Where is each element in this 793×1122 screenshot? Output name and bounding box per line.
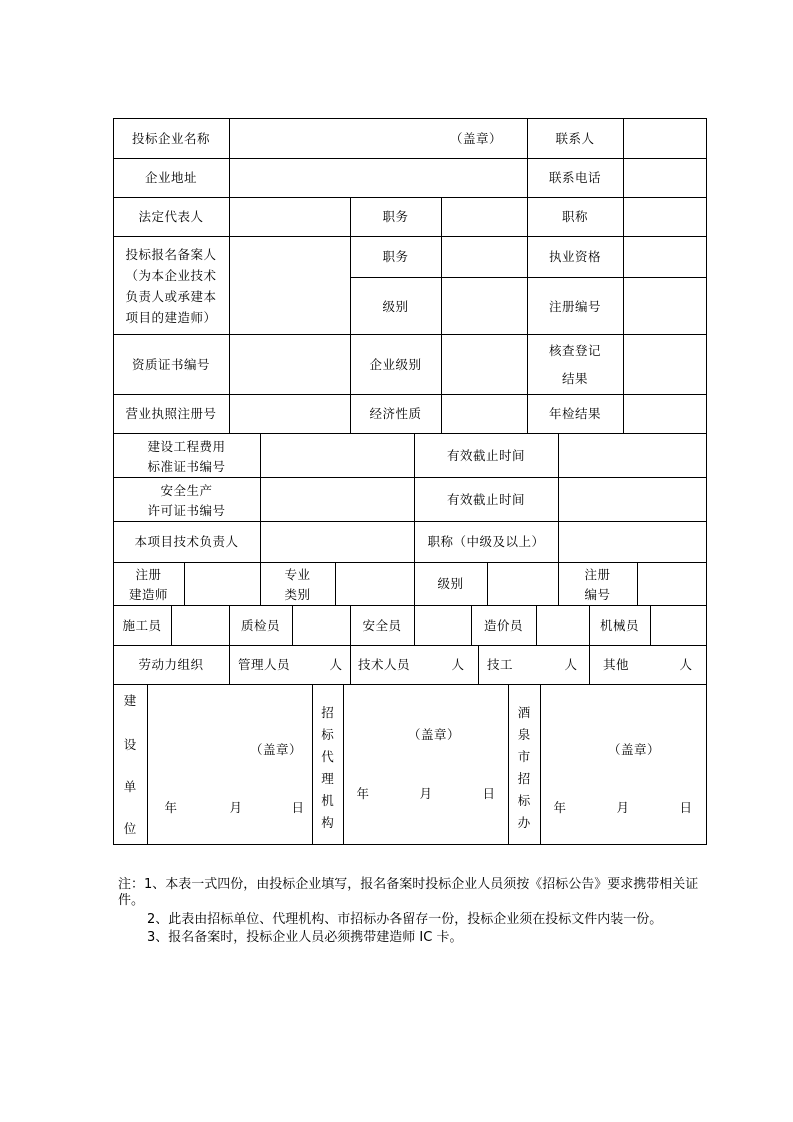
contact-person-field[interactable] xyxy=(624,119,706,158)
owner-char: 单 xyxy=(123,779,137,794)
company-level-field[interactable] xyxy=(442,335,527,394)
fee-valid-until-label: 有效截止时间 xyxy=(446,448,525,463)
quality-label: 质检员 xyxy=(240,618,280,633)
registrant-label-3: 负责人或承建本 xyxy=(125,289,217,304)
legal-rep-label: 法定代表人 xyxy=(138,209,204,224)
office-seal-note: （盖章） xyxy=(607,742,660,757)
fee-cert-field[interactable] xyxy=(261,434,414,477)
constructor-label: 施工员 xyxy=(122,618,162,633)
fee-cert-label-1: 建设工程费用 xyxy=(147,439,226,454)
agency-char: 机 xyxy=(321,793,334,808)
agency-char: 构 xyxy=(321,815,334,830)
license-number-field[interactable] xyxy=(230,395,350,433)
others-unit: 人 xyxy=(679,657,693,672)
cost-officer-field[interactable] xyxy=(537,606,589,645)
safety-field[interactable] xyxy=(261,478,414,521)
safety-label-2: 许可证书编号 xyxy=(147,503,226,518)
safety-officer-label: 安全员 xyxy=(362,618,402,633)
level-label: 级别 xyxy=(382,299,409,314)
title-label: 职称 xyxy=(561,209,588,224)
office-char: 泉 xyxy=(517,727,531,742)
econ-nature-field[interactable] xyxy=(442,395,527,433)
technicians-count-field[interactable] xyxy=(418,648,450,681)
owner-seal-area[interactable] xyxy=(148,685,312,844)
position-label: 职务 xyxy=(382,209,409,224)
owner-month: 月 xyxy=(229,800,243,815)
level-field[interactable] xyxy=(442,278,527,334)
builder-reg-no-label-1: 注册 xyxy=(584,567,611,582)
workers-count-field[interactable] xyxy=(521,648,561,681)
workers-unit: 人 xyxy=(564,657,578,672)
safety-officer-field[interactable] xyxy=(415,606,471,645)
agency-year: 年 xyxy=(356,786,370,801)
agency-char: 代 xyxy=(321,749,334,764)
technicians-label: 技术人员 xyxy=(358,657,411,672)
address-label: 企业地址 xyxy=(144,170,197,185)
reg-number-field[interactable] xyxy=(624,278,706,334)
reg-number-label: 注册编号 xyxy=(548,299,601,314)
owner-seal-note: （盖章） xyxy=(249,742,302,757)
registrant-position-field[interactable] xyxy=(442,237,527,277)
office-day: 日 xyxy=(679,800,693,815)
office-char: 办 xyxy=(517,815,531,830)
managers-unit: 人 xyxy=(329,657,343,672)
contact-person-label: 联系人 xyxy=(555,131,595,146)
title-mid-field[interactable] xyxy=(559,522,706,562)
owner-char: 设 xyxy=(123,737,137,752)
office-char: 标 xyxy=(517,793,531,808)
note-3: 3、报名备案时，投标企业人员必须携带建造师 IC 卡。 xyxy=(147,930,463,945)
safety-valid-until-label: 有效截止时间 xyxy=(446,492,525,507)
company-level-label: 企业级别 xyxy=(369,357,422,372)
agency-seal-note: （盖章） xyxy=(407,727,460,742)
verify-label-1: 核查登记 xyxy=(548,343,601,358)
machinery-label: 机械员 xyxy=(599,618,639,633)
legal-rep-field[interactable] xyxy=(230,198,350,236)
reg-builder-label-1: 注册 xyxy=(135,567,162,582)
registrant-label-4: 项目的建造师） xyxy=(125,310,217,325)
office-char: 酒 xyxy=(517,705,531,720)
reg-builder-field[interactable] xyxy=(185,563,260,605)
office-char: 招 xyxy=(517,771,531,786)
managers-count-field[interactable] xyxy=(298,648,326,681)
builder-level-field[interactable] xyxy=(488,563,558,605)
cert-number-label: 资质证书编号 xyxy=(131,357,210,372)
fee-valid-until-field[interactable] xyxy=(559,434,706,477)
safety-label-1: 安全生产 xyxy=(160,483,213,498)
qualification-label: 执业资格 xyxy=(548,249,601,264)
owner-char: 位 xyxy=(123,821,137,836)
agency-month: 月 xyxy=(419,786,433,801)
qualification-field[interactable] xyxy=(624,237,706,277)
office-char: 市 xyxy=(517,749,531,764)
address-field[interactable] xyxy=(230,159,527,197)
reg-builder-label-2: 建造师 xyxy=(128,587,168,602)
office-year: 年 xyxy=(553,800,567,815)
office-month: 月 xyxy=(616,800,630,815)
agency-char: 招 xyxy=(321,705,334,720)
seal-note: （盖章） xyxy=(449,131,502,146)
office-seal-area[interactable] xyxy=(541,685,706,844)
registrant-position-label: 职务 xyxy=(382,249,409,264)
registrant-field[interactable] xyxy=(230,237,350,334)
specialty-label-1: 专业 xyxy=(284,567,311,582)
workers-label: 技工 xyxy=(487,657,514,672)
title-mid-label: 职称（中级及以上） xyxy=(427,534,545,549)
builder-level-label: 级别 xyxy=(437,576,464,591)
note-1-cont: 件。 xyxy=(118,893,145,908)
registrant-label-2: （为本企业技术 xyxy=(125,268,217,283)
verify-label-2: 结果 xyxy=(561,371,588,386)
specialty-field[interactable] xyxy=(336,563,414,605)
agency-char: 标 xyxy=(321,727,334,742)
contact-phone-field[interactable] xyxy=(624,159,706,197)
builder-reg-no-label-2: 编号 xyxy=(584,587,611,602)
note-1: 注：1、本表一式四份，由投标企业填写，报名备案时投标企业人员须按《招标公告》要求携带相关证 xyxy=(118,877,699,892)
contact-phone-label: 联系电话 xyxy=(548,170,601,185)
cert-number-field[interactable] xyxy=(230,335,350,394)
annual-check-label: 年检结果 xyxy=(548,406,601,421)
safety-valid-until-field[interactable] xyxy=(559,478,706,521)
annual-check-field[interactable] xyxy=(624,395,706,433)
note-2: 2、此表由招标单位、代理机构、市招标办各留存一份，投标企业须在投标文件内装一份。 xyxy=(147,912,663,927)
agency-day: 日 xyxy=(482,786,496,801)
verify-field[interactable] xyxy=(624,335,706,394)
fee-cert-label-2: 标准证书编号 xyxy=(147,459,226,474)
agency-char: 理 xyxy=(321,771,334,786)
quality-field[interactable] xyxy=(293,606,350,645)
registrant-label-1: 投标报名备案人 xyxy=(125,247,217,262)
specialty-label-2: 类别 xyxy=(284,587,311,602)
constructor-field[interactable] xyxy=(172,606,229,645)
position-field[interactable] xyxy=(442,198,527,236)
bidder-name-label: 投标企业名称 xyxy=(131,131,210,146)
others-count-field[interactable] xyxy=(637,648,677,681)
owner-day: 日 xyxy=(291,800,305,815)
machinery-field[interactable] xyxy=(651,606,706,645)
tech-lead-field[interactable] xyxy=(261,522,414,562)
labor-org-label: 劳动力组织 xyxy=(138,657,204,672)
econ-nature-label: 经济性质 xyxy=(369,406,422,421)
others-label: 其他 xyxy=(603,657,630,672)
owner-year: 年 xyxy=(164,800,178,815)
owner-char: 建 xyxy=(123,693,137,708)
license-number-label: 营业执照注册号 xyxy=(125,406,217,421)
title-field[interactable] xyxy=(624,198,706,236)
tech-lead-label: 本项目技术负责人 xyxy=(134,534,239,549)
technicians-unit: 人 xyxy=(451,657,465,672)
managers-label: 管理人员 xyxy=(238,657,291,672)
agency-seal-area[interactable] xyxy=(344,685,508,844)
builder-reg-no-field[interactable] xyxy=(638,563,706,605)
cost-officer-label: 造价员 xyxy=(483,618,523,633)
